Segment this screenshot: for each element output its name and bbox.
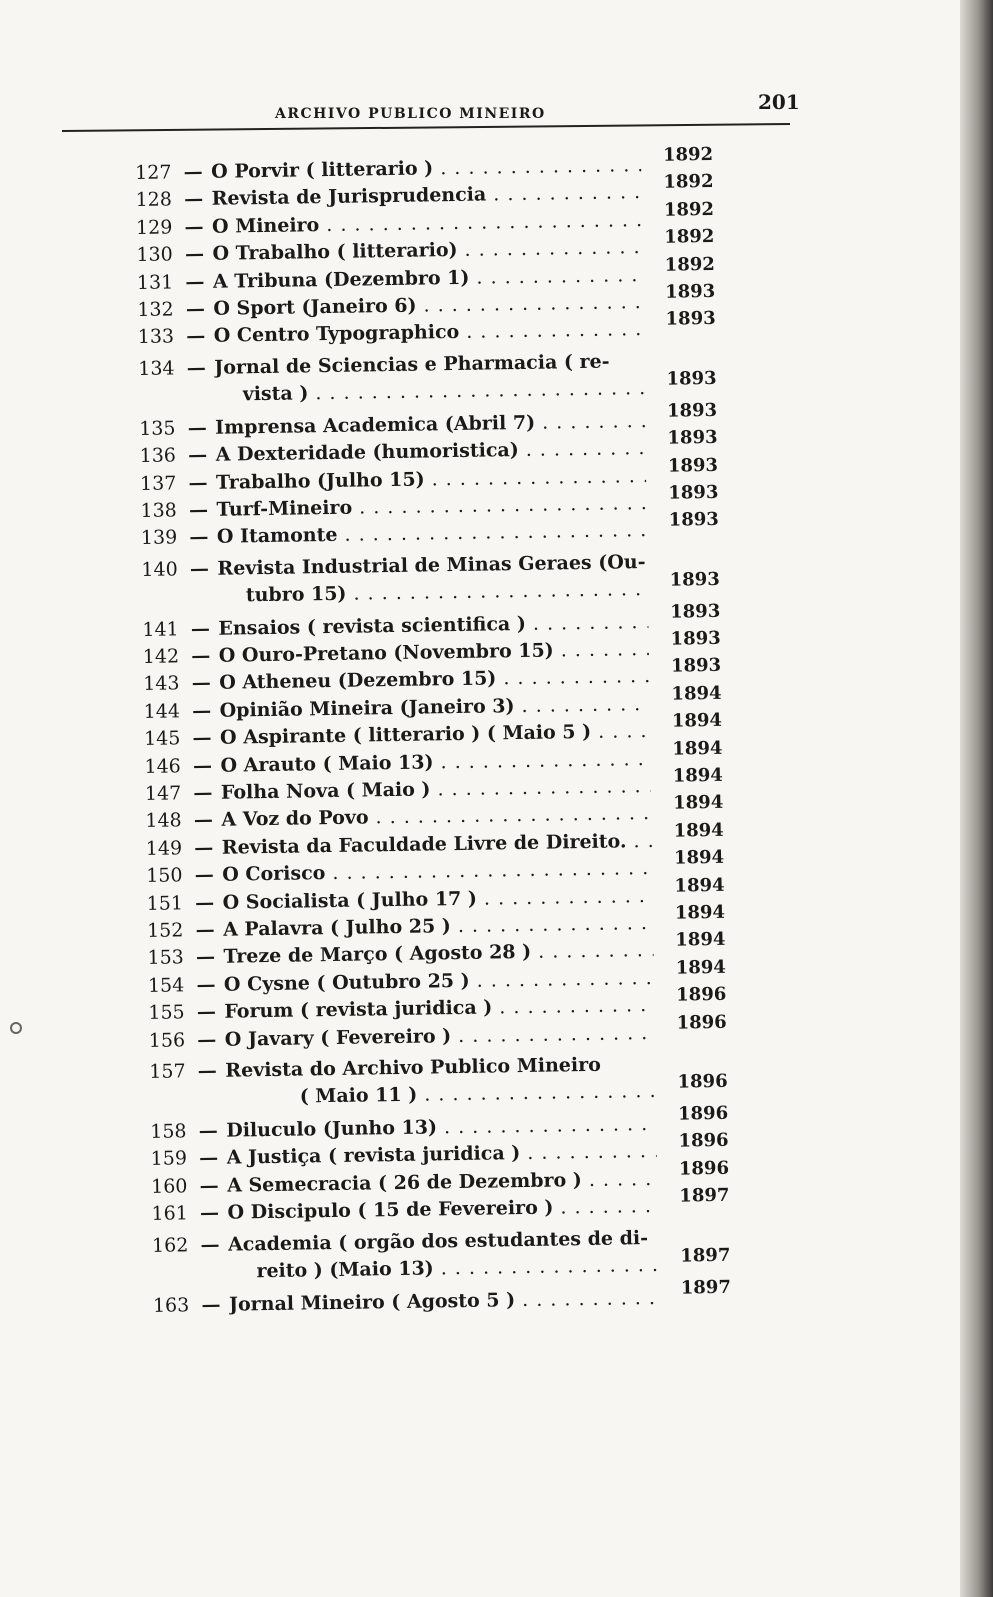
entry-year: 1893 [669, 600, 721, 623]
entry-number: 159 [150, 1147, 188, 1171]
entry-title: Trabalho (Julho 15) . . . [216, 463, 646, 497]
entry-year: 1893 [670, 655, 722, 678]
entry-title: Revista da Faculdade Livre de Direito. . . . [222, 828, 652, 862]
entry-title-continued: ( Maio 11 ) . . . [300, 1078, 656, 1111]
entry-title: O Sport (Janeiro 6) . . . [213, 289, 643, 323]
entry-title-continued: reito ) (Maio 13) . . . [256, 1251, 658, 1284]
entry-title: O Mineiro . . . [212, 207, 642, 241]
entry-year: 1897 [680, 1276, 732, 1299]
entry-title-continued: tubro 15) . . . [246, 576, 648, 609]
entry-number: 155 [148, 1001, 185, 1025]
page-number: 201 [758, 90, 800, 114]
entry-number: 162 [151, 1233, 189, 1257]
entry-dash: — [192, 754, 213, 777]
entry-title: Revista de Jurisprudencia . . . [211, 179, 641, 213]
entry-year: 1893 [666, 399, 718, 422]
entry-dash: — [196, 973, 216, 996]
entry-year: 1893 [668, 509, 719, 531]
entry-number: 157 [149, 1060, 186, 1083]
entry-number: 136 [139, 444, 177, 468]
entry-dash: — [191, 644, 211, 668]
entry-title: A Palavra ( Julho 25 ) . . . [223, 910, 653, 944]
entry-year: 1893 [665, 308, 716, 331]
entry-year: 1896 [678, 1130, 729, 1152]
entry-number: 131 [136, 270, 174, 294]
entry-number: 135 [139, 417, 176, 440]
entry-year: 1896 [677, 1102, 729, 1125]
entry-title: Opinião Mineira (Janeiro 3) . . . [219, 691, 649, 725]
entry-title: O Ouro-Pretano (Novembro 15) . . . [219, 636, 649, 670]
entry-year: 1894 [673, 819, 724, 842]
entry-dash: — [193, 809, 214, 832]
entry-year: 1893 [667, 454, 719, 477]
entry-number: 152 [146, 919, 184, 942]
entry-dash: — [201, 1293, 221, 1316]
entry-title: O Aspirante ( litterario ) ( Maio 5 ) . . . [220, 718, 650, 752]
entry-title: Turf-Mineiro . . . [216, 490, 646, 524]
entry-title: Imprensa Academica (Abril 7) . . . [215, 408, 645, 442]
entry-title: Folha Nova ( Maio ) . . . [221, 773, 651, 807]
entry-number: 138 [140, 499, 177, 522]
entry-title: Revista Industrial de Minas Geraes (Ou- [217, 550, 646, 580]
entry-number: 128 [135, 188, 173, 212]
entry-year: 1893 [666, 367, 717, 390]
entry-year: 1894 [673, 792, 724, 815]
entry-title: O Socialista ( Julho 17 ) . . . [222, 883, 652, 917]
entry-title: O Centro Typographico . . . [214, 316, 644, 350]
entry-number: 129 [135, 216, 173, 239]
entry-title: A Voz do Povo . . . [221, 800, 651, 834]
entry-dash: — [194, 836, 214, 859]
entry-title: A Dexteridade (humoristica) . . . [215, 435, 645, 469]
entry-dash: — [184, 243, 205, 266]
entry-dash: — [195, 918, 215, 942]
entry-dash: — [186, 356, 206, 379]
page-edge-shadow [960, 0, 993, 1597]
entry-number: 144 [143, 700, 181, 723]
entry-dash: — [192, 727, 212, 750]
entry-number: 160 [150, 1175, 188, 1198]
entry-title: Jornal de Sciencias e Pharmacia ( re- [214, 350, 610, 379]
entry-year: 1892 [664, 226, 715, 248]
entry-title: O Itamonte . . . [217, 517, 647, 551]
entry-year: 1893 [670, 627, 721, 650]
entry-number: 132 [137, 298, 174, 321]
entry-dash: — [199, 1147, 219, 1170]
entry-year: 1892 [662, 143, 714, 166]
entry-dash: — [194, 864, 214, 887]
entry-title: Diluculo (Junho 13) . . . [226, 1111, 656, 1145]
entry-dash: — [184, 215, 204, 239]
entry-year: 1894 [674, 901, 726, 924]
list-item [138, 346, 729, 411]
entry-number: 133 [137, 325, 175, 349]
entry-title: O Corisco . . . [222, 855, 652, 889]
entry-year: 1894 [671, 710, 723, 732]
entry-dash: — [197, 1028, 217, 1051]
entry-number: 146 [144, 754, 181, 778]
entry-dash: — [190, 617, 211, 640]
entry-number: 153 [147, 946, 184, 970]
entry-year: 1896 [676, 983, 727, 1006]
periodicals-list [135, 143, 743, 1320]
list-item [152, 1276, 743, 1320]
entry-dash: — [198, 1119, 218, 1143]
entry-year: 1894 [675, 956, 727, 979]
entry-title: Treze de Março ( Agosto 28 ) . . . [223, 937, 653, 971]
entry-number: 158 [150, 1120, 187, 1143]
entry-dash: — [199, 1174, 219, 1197]
entry-title: O Javary ( Fevereiro ) . . . [225, 1019, 655, 1053]
entry-year: 1897 [680, 1244, 731, 1267]
entry-year: 1896 [677, 1070, 728, 1093]
entry-title: O Discipulo ( 15 de Fevereiro ) . . . [227, 1193, 657, 1227]
entry-title: O Atheneu (Dezembro 15) . . . [219, 663, 649, 697]
entry-dash: — [196, 1000, 217, 1024]
entry-year: 1892 [663, 171, 714, 194]
entry-dash: — [187, 444, 208, 467]
entry-number: 137 [139, 471, 177, 495]
entry-dash: — [195, 946, 216, 969]
entry-title: O Porvir ( litterario ) . . . [211, 152, 641, 186]
entry-dash: — [189, 526, 209, 549]
entry-number: 141 [142, 618, 179, 641]
entry-year: 1896 [678, 1157, 730, 1180]
entry-number: 139 [140, 526, 178, 550]
entry-dash: — [189, 557, 210, 580]
entry-number: 142 [142, 645, 180, 669]
entry-title: Ensaios ( revista scientifica ) . . . [218, 609, 648, 643]
entry-year: 1893 [664, 280, 716, 303]
entry-year: 1893 [669, 568, 720, 591]
entry-year: 1892 [664, 253, 715, 276]
entry-number: 130 [136, 243, 173, 267]
entry-year: 1894 [674, 874, 725, 897]
entry-number: 161 [151, 1202, 188, 1225]
entry-year: 1894 [672, 764, 724, 787]
entry-title: O Cysne ( Outubro 25 ) . . . [224, 965, 654, 999]
entry-dash: — [187, 416, 207, 439]
list-item [152, 1223, 743, 1288]
header-rule [62, 123, 790, 132]
entry-dash: — [186, 325, 206, 348]
entry-year: 1894 [672, 737, 723, 760]
entry-number: 127 [135, 161, 172, 184]
entry-dash: — [188, 471, 208, 494]
entry-number: 140 [141, 558, 178, 581]
entry-year: 1893 [667, 427, 718, 449]
entry-number: 150 [146, 864, 183, 888]
page-speck [10, 1022, 22, 1034]
entry-dash: — [195, 891, 215, 914]
running-head: ARCHIVO PUBLICO MINEIRO [275, 106, 546, 122]
entry-number: 156 [148, 1028, 186, 1052]
entry-year: 1894 [675, 929, 726, 951]
list-item [141, 547, 732, 612]
entry-number: 145 [143, 727, 181, 751]
entry-dash: — [185, 270, 205, 293]
entry-year: 1894 [673, 847, 725, 869]
list-item [149, 1050, 740, 1115]
entry-number: 147 [144, 782, 182, 805]
entry-title: Jornal Mineiro ( Agosto 5 ) . . . [229, 1284, 659, 1318]
entry-number: 148 [145, 809, 182, 833]
entry-dash: — [183, 160, 203, 184]
entry-dash: — [200, 1233, 220, 1256]
entry-year: 1896 [676, 1011, 727, 1034]
entry-title: A Justiça ( revista juridica ) . . . [226, 1138, 656, 1172]
entry-number: 134 [138, 357, 175, 380]
entry-title: O Arauto ( Maio 13) . . . [220, 746, 650, 780]
entry-dash: — [191, 672, 211, 695]
entry-dash: — [199, 1201, 220, 1225]
entry-dash: — [191, 699, 212, 723]
entry-year: 1892 [663, 198, 715, 221]
entry-dash: — [188, 498, 209, 522]
entry-year: 1894 [671, 682, 722, 705]
entry-year: 1893 [668, 481, 719, 504]
entry-number: 149 [145, 837, 183, 860]
entry-number: 163 [152, 1293, 190, 1317]
entry-title: O Trabalho ( litterario) . . . [212, 234, 642, 268]
entry-title: Revista do Archivo Publico Mineiro [225, 1053, 601, 1082]
entry-dash: — [193, 781, 213, 805]
entry-title-continued: vista ) . . . [242, 375, 644, 408]
entry-number: 143 [143, 672, 180, 696]
entry-title: A Semecracia ( 26 de Dezembro ) . . . [227, 1166, 657, 1200]
entry-dash: — [183, 188, 204, 211]
entry-title: Forum ( revista juridica ) . . . [224, 992, 654, 1026]
entry-title: Academia ( orgão dos estudantes de di- [227, 1226, 649, 1256]
entry-number: 154 [147, 974, 185, 997]
entry-dash: — [185, 297, 206, 321]
entry-dash: — [197, 1059, 217, 1083]
entry-title: A Tribuna (Dezembro 1) . . . [213, 262, 643, 296]
entry-year: 1897 [679, 1184, 730, 1207]
entry-number: 151 [146, 891, 184, 915]
